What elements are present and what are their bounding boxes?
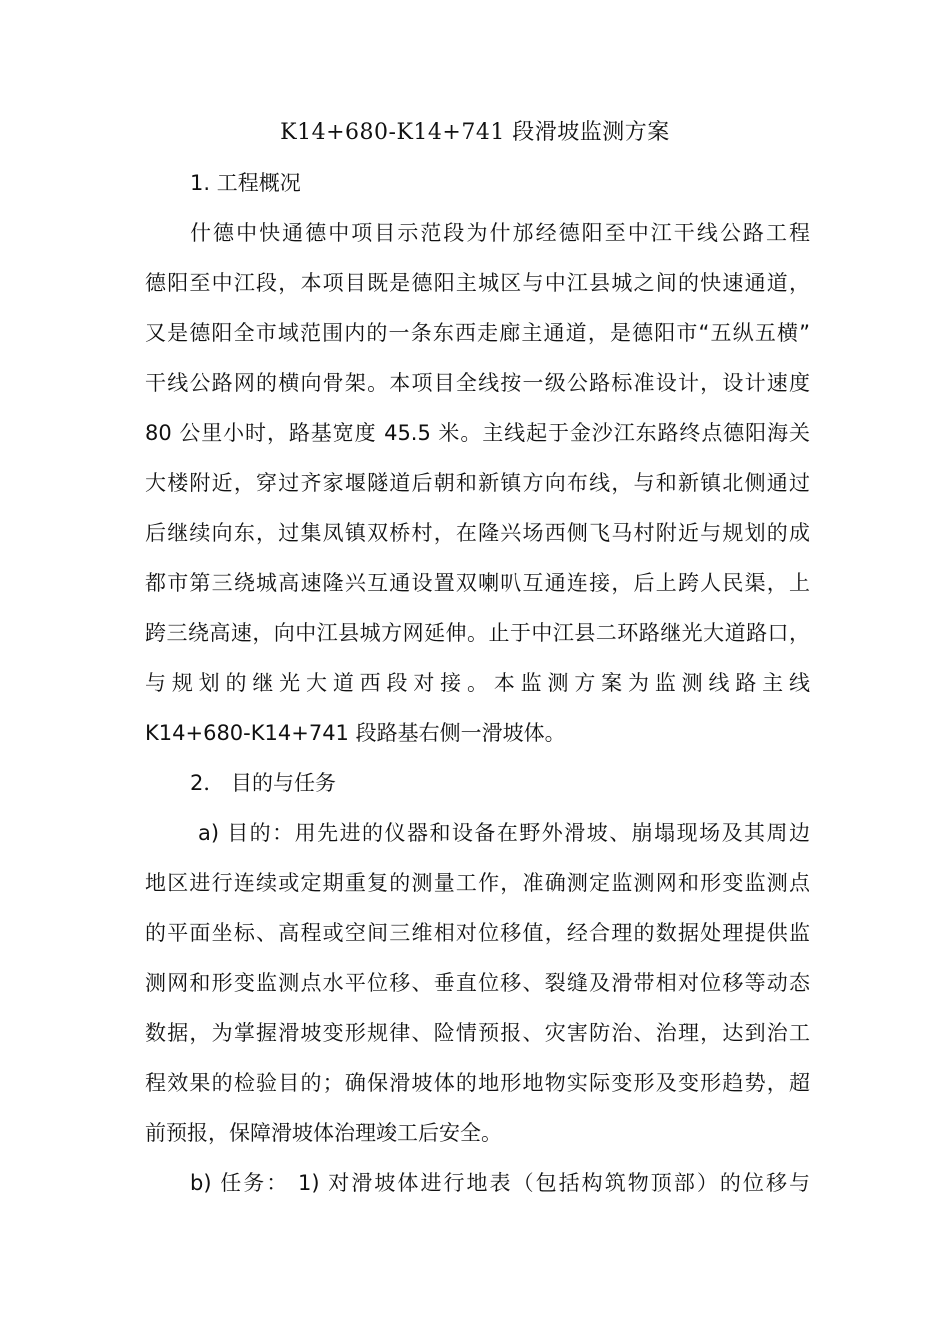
section2-line-3: 的平面坐标、高程或空间三维相对位移值，经合理的数据处理提供监 <box>145 921 810 945</box>
section2-line-8: b) 任务： 1) 对滑坡体进行地表（包括构筑物顶部）的位移与 <box>190 1171 810 1195</box>
section1-line-10: 与规划的继光大道西段对接。本监测方案为监测线路主线 <box>145 671 810 695</box>
section2-line-7: 前预报，保障滑坡体治理竣工后安全。 <box>145 1121 502 1145</box>
section1-line-1: 什德中快通德中项目示范段为什邡经德阳至中江干线公路工程 <box>190 221 810 245</box>
section1-line-6: 大楼附近，穿过齐家堰隧道后朝和新镇方向布线，与和新镇北侧通过 <box>145 471 810 495</box>
section2-heading: 2． 目的与任务 <box>190 771 337 795</box>
section1-line-3: 又是德阳全市域范围内的一条东西走廊主通道，是德阳市“五纵五横” <box>145 321 810 345</box>
section1-line-4: 干线公路网的横向骨架。本项目全线按一级公路标准设计，设计速度 <box>145 371 810 395</box>
section2-line-6: 程效果的检验目的；确保滑坡体的地形地物实际变形及变形趋势，超 <box>145 1071 810 1095</box>
section1-line-5: 80 公里小时，路基宽度 45.5 米。主线起于金沙江东路终点德阳海关 <box>145 421 810 445</box>
section1-line-9: 跨三绕高速，向中江县城方网延伸。止于中江县二环路继光大道路口， <box>145 621 810 645</box>
section2-line-5: 数据，为掌握滑坡变形规律、险情预报、灾害防治、治理，达到治工 <box>145 1021 810 1045</box>
section1-line-11: K14+680-K14+741 段路基右侧一滑坡体。 <box>145 721 566 745</box>
section2-line-1: a) 目的：用先进的仪器和设备在野外滑坡、崩塌现场及其周边 <box>198 821 810 845</box>
section1-line-2: 德阳至中江段，本项目既是德阳主城区与中江县城之间的快速通道， <box>145 271 810 295</box>
section1-heading: 1. 工程概况 <box>190 171 301 195</box>
section2-line-4: 测网和形变监测点水平位移、垂直位移、裂缝及滑带相对位移等动态 <box>145 971 810 995</box>
document-title: K14+680-K14+741 段滑坡监测方案 <box>280 120 670 145</box>
section1-line-7: 后继续向东，过集凤镇双桥村，在隆兴场西侧飞马村附近与规划的成 <box>145 521 810 545</box>
section2-line-2: 地区进行连续或定期重复的测量工作，准确测定监测网和形变监测点 <box>145 871 810 895</box>
section1-line-8: 都市第三绕城高速隆兴互通设置双喇叭互通连接，后上跨人民渠，上 <box>145 571 810 595</box>
